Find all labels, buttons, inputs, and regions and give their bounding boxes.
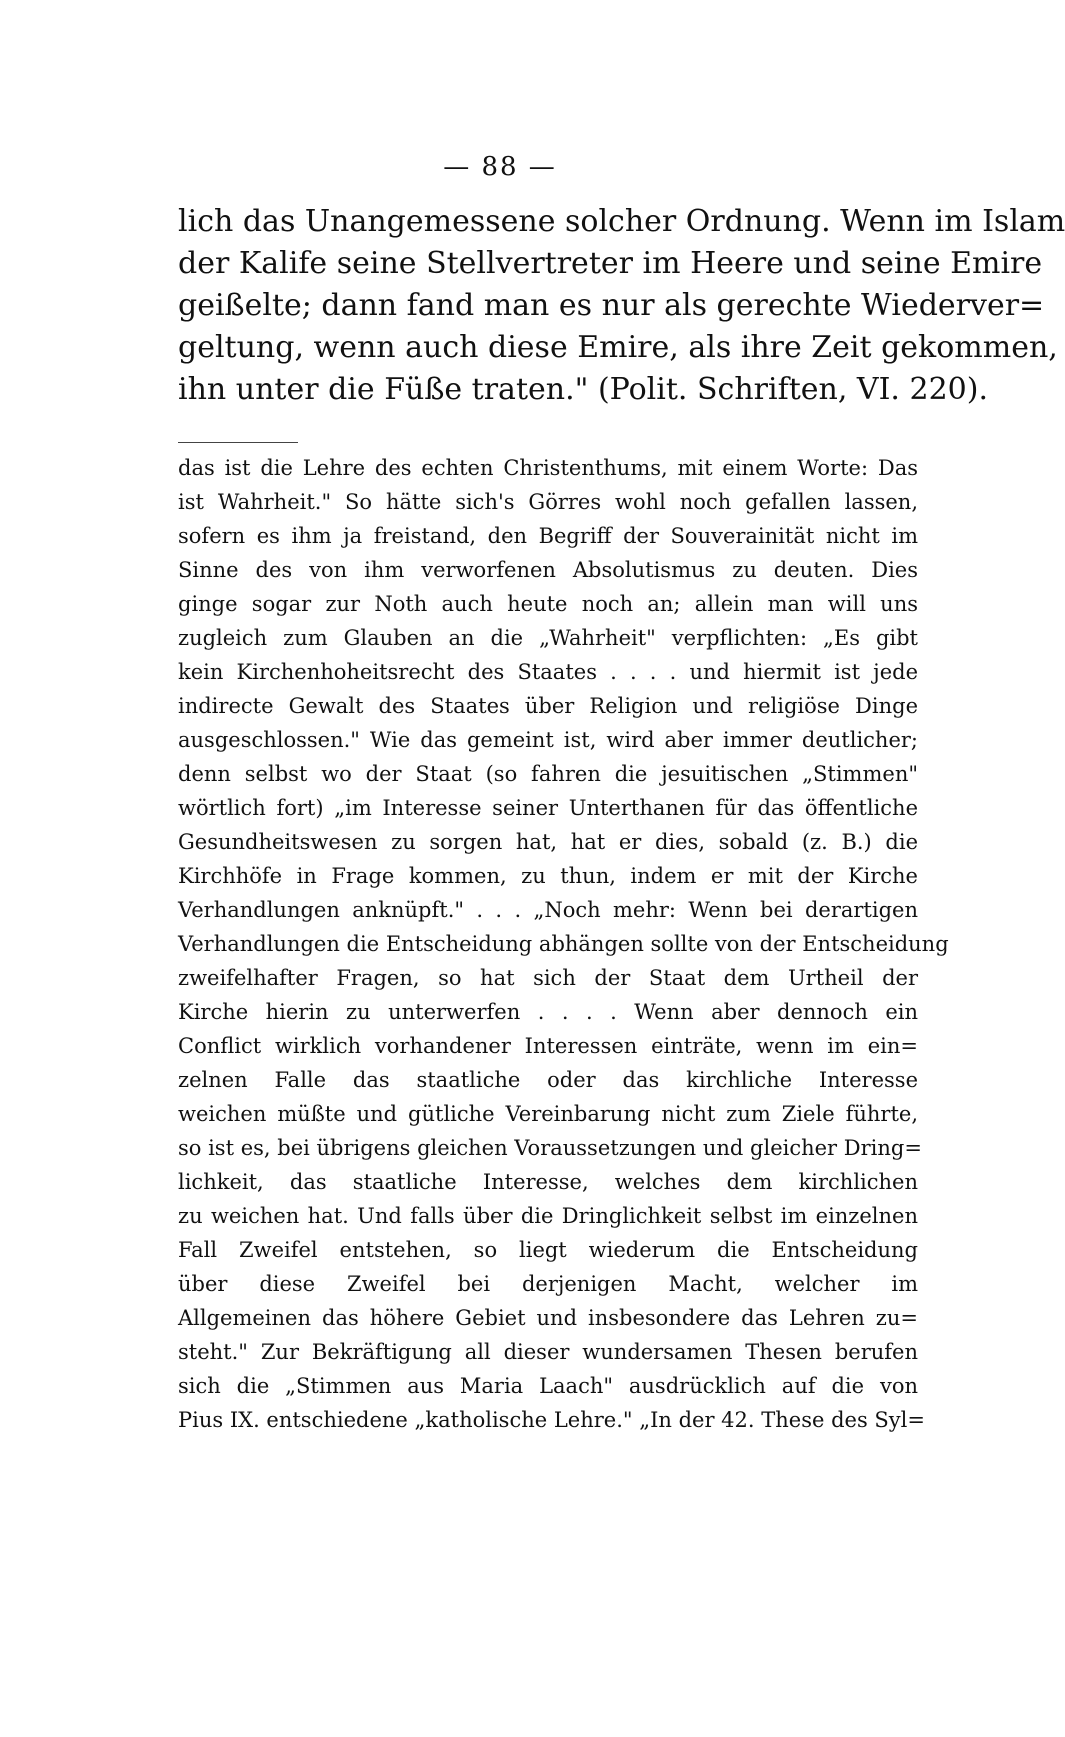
footnote-line: zu weichen hat. Und falls über die Dringlichkeit selbst im einzelnen — [178, 1204, 918, 1228]
footnote-line: Kirche hierin zu unterwerfen . . . . Wenn aber dennoch ein — [178, 1000, 918, 1024]
footnote-line: Gesundheitswesen zu sorgen hat, hat er dies, sobald (z. B.) die — [178, 830, 918, 854]
footnote-line: Pius IX. entschiedene „katholische Lehre." „In der 42. These des Syl= — [178, 1408, 925, 1432]
footnote-line: Allgemeinen das höhere Gebiet und insbesondere das Lehren zu= — [178, 1306, 918, 1330]
footnote-line: Verhandlungen anknüpft." . . . „Noch mehr: Wenn bei derartigen — [178, 898, 918, 922]
footnote-line: so ist es, bei übrigens gleichen Voraussetzungen und gleicher Dring= — [178, 1136, 922, 1160]
footnote-text — [178, 452, 949, 1462]
footnote-line: denn selbst wo der Staat (so fahren die jesuitischen „Stimmen" — [178, 762, 918, 786]
footnote-line: das ist die Lehre des echten Christenthums, mit einem Worte: Das — [178, 456, 918, 480]
footnote-line: sich die „Stimmen aus Maria Laach" ausdrücklich auf die von — [178, 1374, 918, 1398]
footnote-line: wörtlich fort) „im Interesse seiner Unterthanen für das öffentliche — [178, 796, 918, 820]
main-text-line: lich das Unangemessene solcher Ordnung. Wenn im Islam — [178, 204, 1065, 239]
footnote-line: weichen müßte und gütliche Vereinbarung nicht zum Ziele führte, — [178, 1102, 918, 1126]
main-text-line: geißelte; dann fand man es nur als gerechte Wiederver= — [178, 288, 1045, 323]
main-text-line: ihn unter die Füße traten." (Polit. Schriften, VI. 220). — [178, 372, 988, 407]
footnote-line: ausgeschlossen." Wie das gemeint ist, wird aber immer deutlicher; — [178, 728, 918, 752]
footnote-line: steht." Zur Bekräftigung all dieser wundersamen Thesen berufen — [178, 1340, 918, 1364]
page-number: — 88 — — [443, 152, 557, 182]
footnote-line: Verhandlungen die Entscheidung abhängen sollte von der Entscheidung — [178, 932, 949, 956]
footnote-line: über diese Zweifel bei derjenigen Macht, welcher im — [178, 1272, 918, 1296]
footnote-line: ist Wahrheit." So hätte sich's Görres wohl noch gefallen lassen, — [178, 490, 918, 514]
footnote-line: zelnen Falle das staatliche oder das kirchliche Interesse — [178, 1068, 918, 1092]
footnote-line: ginge sogar zur Noth auch heute noch an; allein man will uns — [178, 592, 918, 616]
footnote-line: sofern es ihm ja freistand, den Begriff der Souverainität nicht im — [178, 524, 918, 548]
footnote-line: Kirchhöfe in Frage kommen, zu thun, indem er mit der Kirche — [178, 864, 918, 888]
main-text — [178, 200, 1065, 430]
footnote-line: kein Kirchenhoheitsrecht des Staates . . . . und hiermit ist jede — [178, 660, 918, 684]
footnote-line: Conflict wirklich vorhandener Interessen einträte, wenn im ein= — [178, 1034, 918, 1058]
footnote-line: zugleich zum Glauben an die „Wahrheit" verpflichten: „Es gibt — [178, 626, 918, 650]
footnote-line: zweifelhafter Fragen, so hat sich der Staat dem Urtheil der — [178, 966, 918, 990]
main-text-line: geltung, wenn auch diese Emire, als ihre Zeit gekommen, — [178, 330, 1058, 365]
footnote-separator — [178, 442, 298, 443]
footnote-line: lichkeit, das staatliche Interesse, welches dem kirchlichen — [178, 1170, 918, 1194]
footnote-line: Fall Zweifel entstehen, so liegt wiederum die Entscheidung — [178, 1238, 918, 1262]
footnote-line: Sinne des von ihm verworfenen Absolutismus zu deuten. Dies — [178, 558, 918, 582]
footnote-line: indirecte Gewalt des Staates über Religion und religiöse Dinge — [178, 694, 918, 718]
main-text-line: der Kalife seine Stellvertreter im Heere und seine Emire — [178, 246, 1043, 281]
